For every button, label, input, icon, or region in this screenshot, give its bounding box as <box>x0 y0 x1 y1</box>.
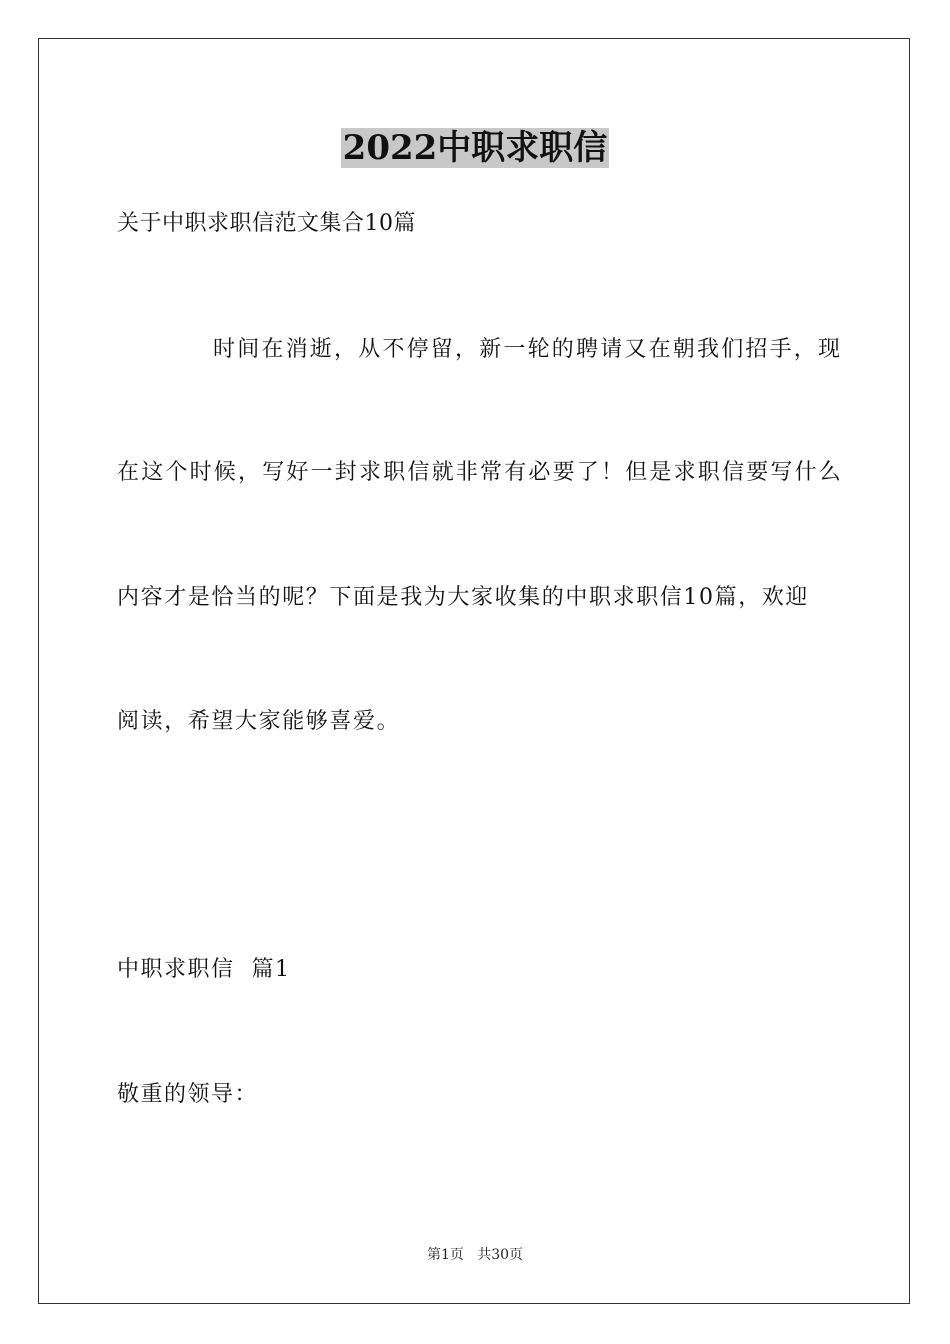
intro-line-1: 时间在消逝，从不停留，新一轮的聘请又在朝我们招手，现 <box>213 337 843 362</box>
section-heading: 中职求职信 篇1 <box>117 957 291 982</box>
page-number-footer: 第1页 共30页 <box>426 1247 524 1263</box>
intro-line-3: 内容才是恰当的呢？下面是我为大家收集的中职求职信10篇，欢迎 <box>117 585 809 610</box>
document-subtitle: 关于中职求职信范文集合10篇 <box>117 211 416 236</box>
intro-line-4: 阅读，希望大家能够喜爱。 <box>117 709 401 734</box>
salutation: 敬重的领导： <box>117 1082 259 1107</box>
document-title-text: 2022中职求职信 <box>342 128 608 168</box>
document-title <box>0 128 950 168</box>
intro-line-2: 在这个时候，写好一封求职信就非常有必要了！但是求职信要写什么 <box>117 460 844 485</box>
